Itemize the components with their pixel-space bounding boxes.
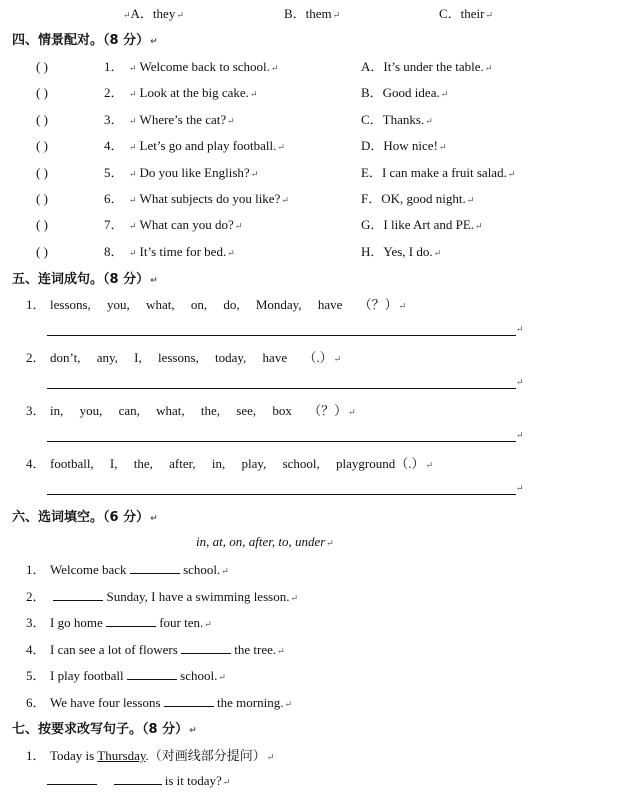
answer-paren[interactable]: ( ) bbox=[36, 85, 48, 101]
match-answer: D．How nice!↵ bbox=[361, 138, 447, 154]
fill-item: 1． Welcome back school.↵ bbox=[26, 562, 229, 577]
answer-blank[interactable] bbox=[114, 771, 162, 785]
fill-item: 3． I go home four ten.↵ bbox=[26, 615, 212, 631]
match-answer: F．OK, good night.↵ bbox=[361, 191, 475, 206]
match-answer: C．Thanks.↵ bbox=[361, 111, 433, 127]
match-question: ( ) 2． ↵ Look at the big cake.↵ bbox=[36, 85, 258, 101]
answer-paren[interactable]: ( ) bbox=[36, 164, 48, 180]
answer-paren[interactable]: ( ) bbox=[36, 59, 48, 74]
match-answer: E．I can make a fruit salad.↵ bbox=[361, 164, 516, 180]
answer-line[interactable] bbox=[47, 441, 516, 442]
match-question: ( ) 7． ↵ What can you do?↵ bbox=[36, 217, 243, 233]
section4-title: 四、情景配对。（8 分）↵ bbox=[12, 33, 158, 48]
option-a: ↵A．they↵ bbox=[123, 6, 184, 21]
answer-paren[interactable]: ( ) bbox=[36, 217, 48, 233]
match-question: ( ) 3． ↵ Where’s the cat?↵ bbox=[36, 111, 235, 127]
fill-item: 2． Sunday, I have a swimming lesson.↵ bbox=[26, 588, 298, 604]
section7-title: 七、按要求改写句子。（8 分）↵ bbox=[12, 722, 197, 737]
underlined-word: Thursday bbox=[97, 748, 146, 763]
match-answer: A．It’s under the table.↵ bbox=[361, 59, 493, 74]
fill-blank[interactable] bbox=[164, 693, 214, 707]
match-question: ( ) 1． ↵ Welcome back to school.↵ bbox=[36, 59, 279, 74]
reorder-item: 3． in, you, can, what, the, see, box （？）↵ bbox=[26, 403, 356, 418]
answer-line[interactable] bbox=[47, 494, 516, 495]
fill-blank[interactable] bbox=[127, 666, 177, 680]
fill-item: 5． I play football school.↵ bbox=[26, 668, 226, 684]
option-b: B．them↵ bbox=[284, 6, 341, 21]
match-question: ( ) 6． ↵ What subjects do you like?↵ bbox=[36, 191, 289, 206]
section5-title: 五、连词成句。（8 分）↵ bbox=[12, 272, 158, 287]
answer-paren[interactable]: ( ) bbox=[36, 111, 48, 127]
reorder-item: 4． football, I, the, after, in, play, school, playground（.）↵ bbox=[26, 456, 434, 471]
fill-blank[interactable] bbox=[181, 640, 231, 654]
match-answer: H．Yes, I do.↵ bbox=[361, 243, 442, 259]
answer-paren[interactable]: ( ) bbox=[36, 243, 48, 259]
match-answer: B．Good idea.↵ bbox=[361, 85, 449, 101]
fill-blank[interactable] bbox=[53, 587, 103, 601]
fill-item: 6． We have four lessons the morning.↵ bbox=[26, 695, 292, 710]
fill-blank[interactable] bbox=[130, 560, 180, 574]
word-bank: in, at, on, after, to, under↵ bbox=[196, 534, 334, 549]
answer-paren[interactable]: ( ) bbox=[36, 191, 48, 206]
fill-item: 4． I can see a lot of flowers the tree.↵ bbox=[26, 641, 285, 657]
section7-item-1: 1． Today is Thursday.（对画线部分提问）↵ bbox=[26, 748, 275, 763]
section7-answer-line: is it today?↵ bbox=[47, 771, 230, 789]
match-answer: G．I like Art and PE.↵ bbox=[361, 217, 483, 233]
answer-paren[interactable]: ( ) bbox=[36, 138, 48, 154]
match-question: ( ) 5． ↵ Do you like English?↵ bbox=[36, 164, 259, 180]
option-c: C．their↵ bbox=[439, 6, 494, 21]
section6-title: 六、选词填空。（6 分）↵ bbox=[12, 510, 158, 525]
answer-line[interactable] bbox=[47, 388, 516, 389]
answer-line[interactable] bbox=[47, 335, 516, 336]
match-question: ( ) 8． ↵ It’s time for bed.↵ bbox=[36, 243, 235, 259]
answer-blank[interactable] bbox=[47, 771, 97, 785]
match-question: ( ) 4． ↵ Let’s go and play football.↵ bbox=[36, 138, 285, 154]
reorder-item: 1． lessons, you, what, on, do, Monday, have （？）↵ bbox=[26, 297, 407, 312]
fill-blank[interactable] bbox=[106, 613, 156, 627]
reorder-item: 2． don’t, any, I, lessons, today, have （.）↵ bbox=[26, 350, 342, 365]
